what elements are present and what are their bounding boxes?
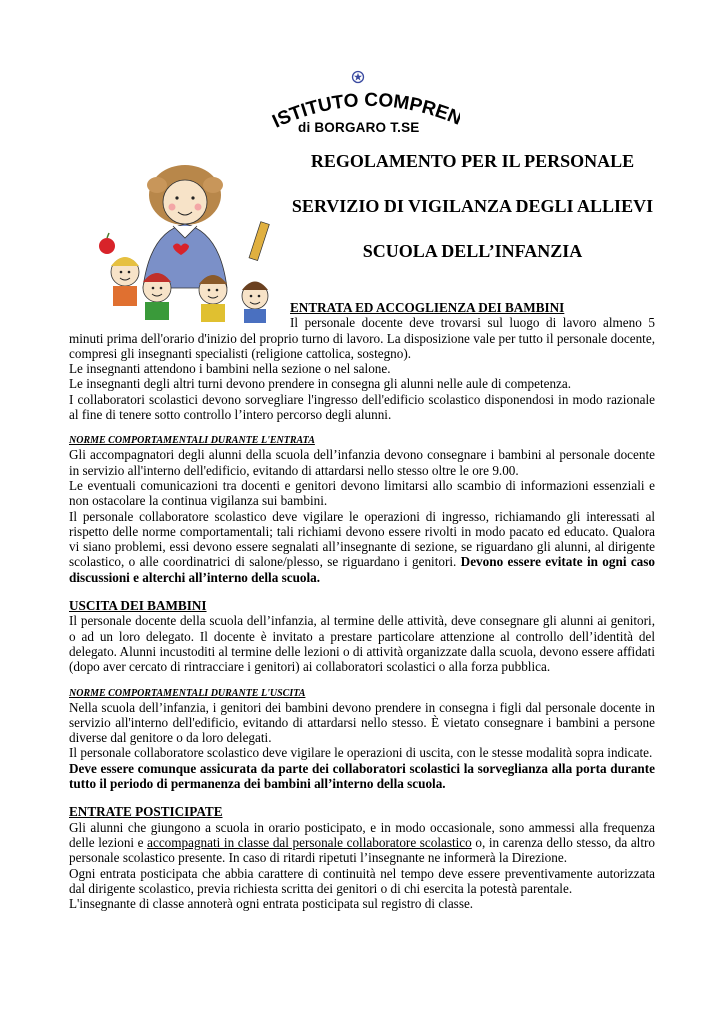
- logo-line2: di BORGARO T.SE: [298, 120, 420, 135]
- paragraph: [69, 820, 655, 866]
- paragraph-text: Gli alunni che giungono a scuola in orario posticipato, e in modo occasionale, sono ammessi alla frequenza delle lezioni e: [69, 819, 655, 850]
- paragraph-text: Il personale docente deve trovarsi sul luogo di lavoro almeno 5 minuti prima dell'orario d'inizio del proprio turno di lavoro. La disposizione vale per tutto il personale docente, compresi gli insegnanti specialisti (religione cattolica, sostegno).: [69, 315, 655, 361]
- logo-line1: ISTITUTO COMPRE: [270, 89, 452, 133]
- section-heading-norme-entrata: NORME COMPORTAMENTALI DURANTE L'ENTRATA: [69, 435, 315, 447]
- paragraph: I collaboratori scolastici devono sorvegliare l'ingresso dell'edificio scolastico disponendosi in modo razionale al fine di tenere sotto controllo l’intero percorso degli alunni.: [69, 391, 655, 423]
- title-vigilanza: SERVIZIO DI VIGILANZA DEGLI ALLIEVI: [291, 196, 654, 216]
- paragraph-bold: Devono essere evitate in ogni caso discussioni e alterchi all’interno della scuola.: [69, 554, 655, 585]
- paragraph: [69, 761, 655, 792]
- title-regolamento: REGOLAMENTO PER IL PERSONALE: [310, 151, 635, 171]
- paragraph: Le eventuali comunicazioni tra docenti e genitori devono limitarsi allo scambio di informazioni essenziali e non ostacolare la continua vigilanza sui bambini.: [69, 477, 655, 509]
- paragraph: Le insegnanti degli altri turni devono prendere in consegna gli alunni nelle aule di competenza.: [69, 376, 572, 392]
- section-heading-entrate-posticipate: ENTRATE POSTICIPATE: [69, 804, 223, 820]
- paragraph: [69, 509, 655, 585]
- republic-emblem-icon: [351, 70, 365, 84]
- paragraph: Le insegnanti attendono i bambini nella sezione o nel salone.: [69, 361, 391, 377]
- paragraph: Il personale collaboratore scolastico deve vigilare le operazioni di uscita, con le stesse modalità sopra indicate.: [69, 745, 653, 761]
- paragraph: Il personale docente della scuola dell’infanzia, al termine delle attività, deve consegnare gli alunni ai genitori, o ad un loro delegato. Il docente è invitato a prestare particolare attenzione al controllo dell’identità del delegato. Alunni incustoditi al termine delle lezioni o di attività organizzate dalla scuola, devono essere affidati (dopo aver cercato di rintracciare i genitori) ai collaboratori scolastici o alla forza pubblica.: [69, 613, 655, 675]
- paragraph: [69, 315, 655, 361]
- paragraph-bold: Deve essere comunque assicurata da parte dei collaboratori scolastici la sorveglianza alla porta durante tutto il periodo di permanenza dei bambini all’interno della scuola.: [69, 760, 655, 792]
- title-scuola-infanzia: SCUOLA DELL’INFANZIA: [362, 241, 583, 261]
- section-heading-norme-uscita: NORME COMPORTAMENTALI DURANTE L'USCITA: [69, 687, 306, 699]
- paragraph: Gli accompagnatori degli alunni della scuola dell’infanzia devono consegnare i bambini al personale docente in servizio all'interno dell'edificio, evitando di attardarsi nello stesso oltre le ore 9.00.: [69, 447, 655, 478]
- section-heading-uscita: USCITA DEI BAMBINI: [69, 598, 207, 614]
- paragraph: Ogni entrata posticipata che abbia carattere di continuità nel tempo deve essere preventivamente autorizzata dal dirigente scolastico, previa richiesta scritta dei genitori o di chi esercita la potestà parentale.: [69, 865, 655, 896]
- paragraph-text: Il personale collaboratore scolastico deve vigilare le operazioni di ingresso, richiamando gli interessati al rispetto delle norme comportamentali; tali richiami devono essere rivolti in modo pacato ed educato. Qualora vi siano problemi, essi devono essere segnalati all’insegnante di sezione, se riguardano gli alunni, al dirigente scolastico, o alle coordinatrici di salone/plesso, se riguardano i genitori.: [69, 508, 655, 570]
- document-body: [69, 300, 655, 911]
- title-block: [290, 150, 655, 262]
- paragraph: Nella scuola dell’infanzia, i genitori dei bambini devono prendere in consegna i figli dal personale docente in servizio all'interno dell'edificio, evitando di attardarsi nello stesso. È vietato consegnare i bambini a persone diverse dal genitore o da loro delegati.: [69, 699, 655, 746]
- paragraph-text: o, in carenza dello stesso, da altro personale scolastico presente. In caso di ritardi ripetuti l’insegnante ne informerà la Direzione.: [69, 834, 655, 866]
- paragraph-underlined: accompagnati in classe dal personale collaboratore scolastico: [147, 834, 472, 850]
- section-heading-entrata: ENTRATA ED ACCOGLIENZA DEI BAMBINI: [290, 300, 565, 315]
- paragraph: L'insegnante di classe annoterà ogni entrata posticipata sul registro di classe.: [69, 896, 474, 912]
